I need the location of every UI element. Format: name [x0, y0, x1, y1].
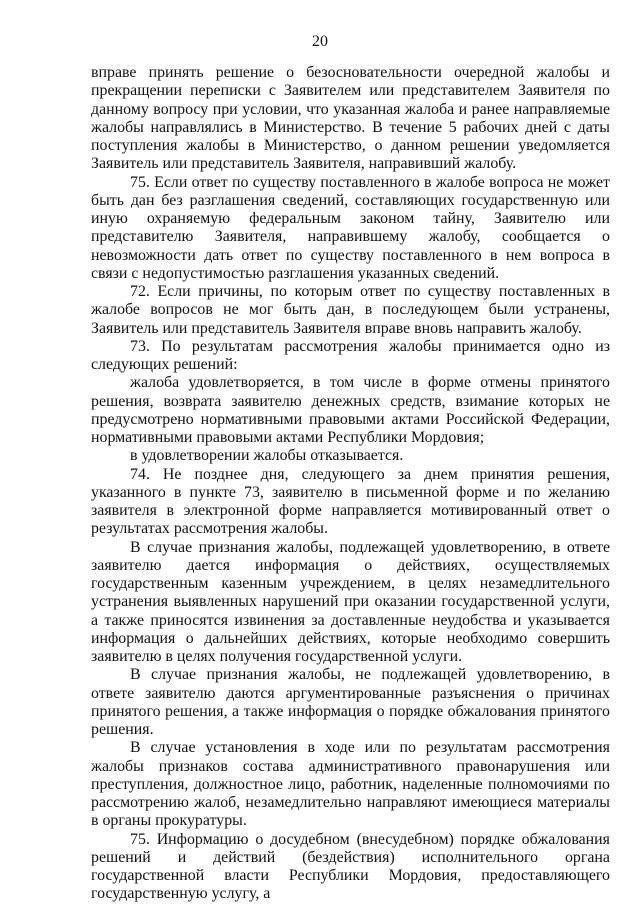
paragraph-complaint-satisfied-info: В случае признания жалобы, подлежащей удовлетворению, в ответе заявителю дается информация о действиях, осуществляемых государственным казенным учреждением, в целях незамедлительного устранения выявленных нарушений при оказании государственной услуги, а также приносятся извинения за доставленные неудобства и указывается информация о дальнейших действиях, которые необходимо совершить заявителю в целях получения государственной услуги. — [91, 538, 610, 665]
paragraph-item-73-decisions: 73. По результатам рассмотрения жалобы принимается одно из следующих решений: — [91, 337, 610, 373]
document-body — [91, 64, 610, 904]
paragraph-item-75-secret-info: 75. Если ответ по существу поставленного в жалобе вопроса не может быть дан без разглашения сведений, составляющих государственную или иную охраняемую федеральным законом тайну, Заявителю или представителю Заявителя, направившему жалобу, сообщается о невозможности дать ответ по существу поставленного в нем вопроса в связи с недопустимостью разглашения указанных сведений. — [91, 173, 610, 282]
paragraph-decision-satisfied: жалоба удовлетворяется, в том числе в форме отмены принятого решения, возврата заявителю денежных средств, взимание которых не предусмотрено нормативными правовыми актами Российской Федерации, нормативными правовыми актами Республики Мордовия; — [91, 374, 610, 446]
paragraph-item-74-response: 74. Не позднее дня, следующего за днем принятия решения, указанного в пункте 73, заявителю в письменной форме и по желанию заявителя в электронной форме направляется мотивированный ответ о результатах рассмотрения жалобы. — [91, 465, 610, 538]
paragraph-decision-refused: в удовлетворении жалобы отказывается. — [130, 447, 404, 465]
paragraph-complaint-rejected-info: В случае признания жалобы, не подлежащей удовлетворению, в ответе заявителю даются аргументированные разъяснения о причинах принятого решения, а также информация о порядке обжалования принятого решения. — [91, 666, 610, 738]
paragraph-item-75-appeal-info: 75. Информацию о досудебном (внесудебном) порядке обжалования решений и действий (бездействия) исполнительного органа государственной власти Республики Мордовия, предоставляющего государственную услугу, а — [91, 830, 610, 903]
paragraph-item-72-resubmit: 72. Если причины, по которым ответ по существу поставленных в жалобе вопросов не мог быть дан, в последующем были устранены, Заявитель или представитель Заявителя вправе вновь направить жалобу. — [91, 283, 610, 337]
paragraph-violation-prosecution: В случае установления в ходе или по результатам рассмотрения жалобы признаков состава административного правонарушения или преступления, должностное лицо, работник, наделенные полномочиями по рассмотрению жалоб, незамедлительно направляют имеющиеся материалы в органы прокуратуры. — [91, 739, 610, 830]
page-number: 20 — [312, 33, 328, 50]
paragraph-continuation: вправе принять решение о безосновательности очередной жалобы и прекращении переписки с Заявителем или представителем Заявителя по данному вопросу при условии, что указанная жалоба и ранее направляемые жалобы направлялись в Министерство. В течение 5 рабочих дней с даты поступления жалобы в Министерство, о данном решении уведомляется Заявитель или представитель Заявителя, направивший жалобу. — [91, 64, 610, 173]
